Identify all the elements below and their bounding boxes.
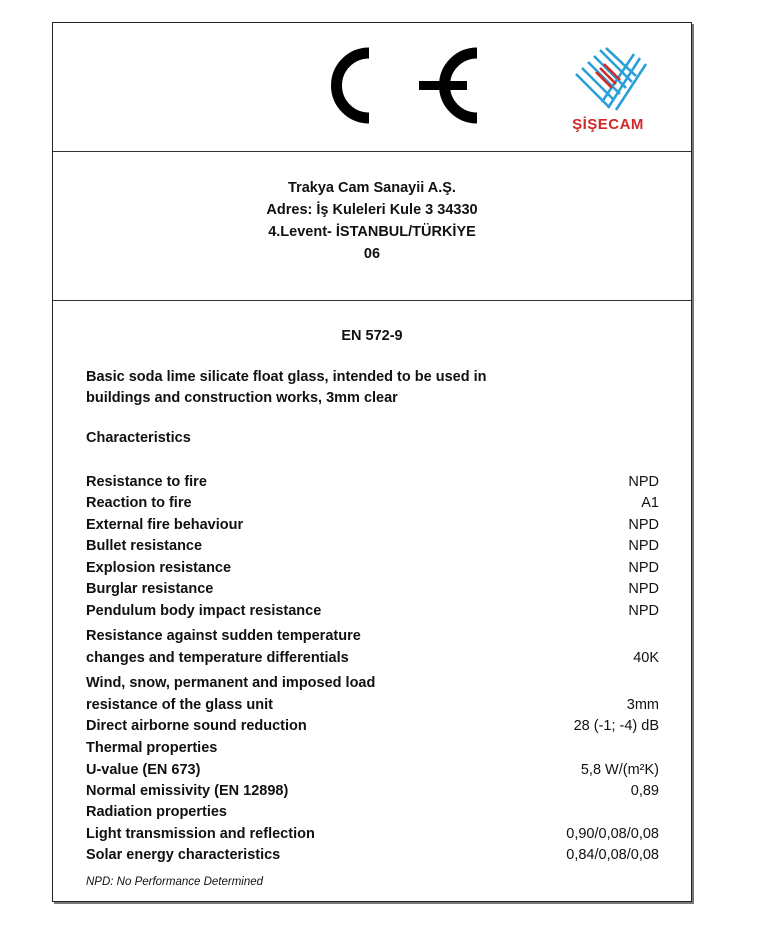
characteristic-row — [86, 716, 659, 736]
characteristic-name: Wind, snow, permanent and imposed load — [86, 675, 376, 691]
characteristic-row — [86, 673, 659, 693]
characteristic-row — [86, 493, 659, 513]
characteristic-row — [86, 558, 659, 578]
characteristic-value: NPD — [628, 581, 659, 597]
characteristic-name: Resistance against sudden temperature — [86, 628, 361, 644]
characteristic-name: resistance of the glass unit — [86, 697, 273, 713]
specifications-section — [53, 300, 691, 901]
sisecam-logo — [558, 46, 658, 133]
characteristic-row — [86, 648, 659, 668]
characteristic-value: 28 (-1; -4) dB — [573, 718, 659, 734]
manufacturer-address — [53, 177, 691, 265]
characteristic-value: A1 — [641, 495, 659, 511]
characteristic-value: NPD — [628, 474, 659, 490]
characteristic-row — [86, 601, 659, 621]
characteristic-name: Resistance to fire — [86, 474, 207, 490]
address-section — [53, 151, 691, 301]
characteristic-value: 0,90/0,08/0,08 — [566, 826, 659, 842]
characteristic-value: NPD — [628, 560, 659, 576]
characteristic-name: Pendulum body impact resistance — [86, 603, 322, 619]
characteristic-value: 40K — [633, 650, 659, 666]
characteristic-name: Burglar resistance — [86, 581, 214, 597]
characteristic-name: Explosion resistance — [86, 560, 232, 576]
characteristic-value: 5,8 W/(m²K) — [580, 762, 659, 778]
characteristic-value: 3mm — [626, 697, 659, 713]
characteristic-name: Solar energy characteristics — [86, 847, 281, 863]
ce-label-document — [52, 22, 692, 902]
characteristic-row — [86, 845, 659, 865]
characteristic-row — [86, 781, 659, 801]
product-description — [86, 367, 606, 409]
characteristic-row — [86, 760, 659, 780]
characteristic-row — [86, 738, 659, 758]
ce-mark-icon — [299, 43, 489, 128]
characteristic-name: Normal emissivity (EN 12898) — [86, 783, 289, 799]
characteristic-name: Light transmission and reflection — [86, 826, 315, 842]
characteristic-row — [86, 515, 659, 535]
description-line: Basic soda lime silicate float glass, intended to be used in — [86, 369, 487, 385]
characteristic-row — [86, 579, 659, 599]
characteristic-name: External fire behaviour — [86, 517, 244, 533]
characteristic-name: Radiation properties — [86, 804, 227, 820]
standard-title: EN 572-9 — [341, 328, 403, 344]
footnote: NPD: No Performance Determined — [86, 876, 264, 888]
logo-section — [53, 23, 691, 152]
characteristic-row — [86, 472, 659, 492]
characteristic-name: U-value (EN 673) — [86, 762, 201, 778]
characteristic-row — [86, 824, 659, 844]
characteristic-row — [86, 536, 659, 556]
characteristic-name: Bullet resistance — [86, 538, 203, 554]
characteristic-name: Thermal properties — [86, 740, 218, 756]
characteristic-value: 0,89 — [630, 783, 659, 799]
characteristic-name: Reaction to fire — [86, 495, 192, 511]
brand-name: ŞİŞECAM — [572, 116, 644, 133]
characteristic-row — [86, 695, 659, 715]
address-line-city: 4.Levent- İSTANBUL/TÜRKİYE — [268, 224, 476, 240]
characteristic-name: changes and temperature differentials — [86, 650, 349, 666]
address-line-street: Adres: İş Kuleleri Kule 3 34330 — [266, 202, 478, 218]
sisecam-emblem-icon — [558, 46, 658, 114]
characteristic-value: NPD — [628, 538, 659, 554]
description-line: buildings and construction works, 3mm clear — [86, 390, 398, 406]
characteristic-value: NPD — [628, 603, 659, 619]
characteristic-row — [86, 626, 659, 646]
characteristic-value: NPD — [628, 517, 659, 533]
address-line-company: Trakya Cam Sanayii A.Ş. — [288, 180, 456, 196]
characteristics-heading: Characteristics — [86, 430, 191, 446]
characteristic-name: Direct airborne sound reduction — [86, 718, 307, 734]
characteristic-row — [86, 802, 659, 822]
address-line-year: 06 — [363, 246, 381, 262]
characteristic-value: 0,84/0,08/0,08 — [566, 847, 659, 863]
